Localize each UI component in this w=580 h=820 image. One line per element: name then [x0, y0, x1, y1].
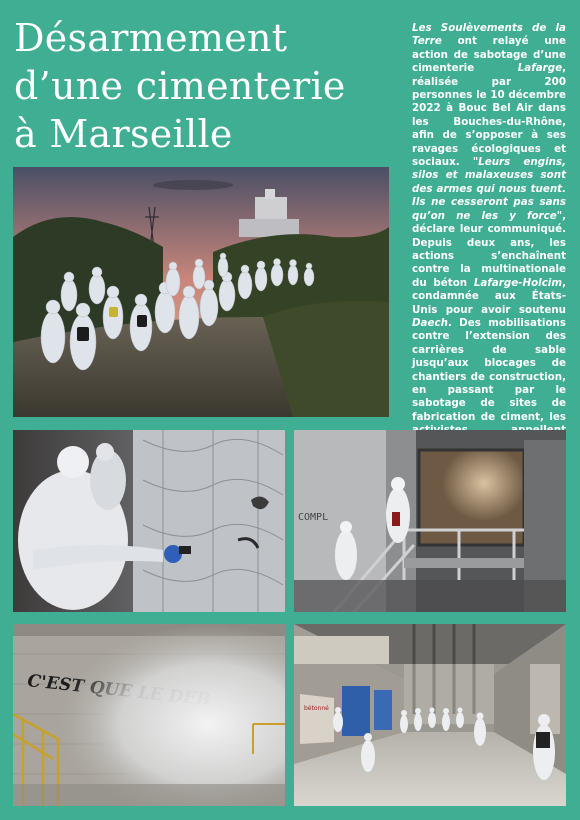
text-run-10: . Des mobilisations contre l’extension des carrières de sable jusqu’aux blocages de chantiers de construction, en passant par le sabotage de sites de fabrication de ciment, les — [412, 316, 566, 423]
title-line-3: à Marseille — [14, 112, 233, 156]
text-run-1: Les Soulèvements de la Terre — [412, 22, 566, 48]
photo-industrial-corridor — [294, 624, 566, 806]
article-text — [412, 22, 566, 491]
photo-spray-pallets — [13, 430, 285, 612]
text-run-5: "Leurs engins, silos et malaxeuses sont des armes qui nous tuent. Ils ne cesseront pas sans qu’on ne les y force" — [412, 156, 566, 222]
text-run-4: , réalisée par 200 personnes le 10 décembre 2022 à Bouc Bel Air dans les Bouches-du-Rhône, afin de s’opposer à ses ravages écologiques et sociaux. — [412, 62, 566, 169]
text-run-9: Daech — [412, 316, 448, 329]
article-paragraph — [412, 22, 566, 491]
poster-title — [14, 14, 386, 158]
photo-stairs-extinguisher — [294, 430, 566, 612]
text-run-7: Lafarge-Holcim — [473, 276, 563, 289]
title-line-1: Désarmement — [14, 16, 288, 60]
title-line-2: d’une cimenterie — [14, 64, 346, 108]
photo-graffiti-smoke — [13, 624, 285, 806]
svg-text:bétonné: bétonné — [304, 705, 329, 712]
text-run-6: , déclare leur communiqué. Depuis deux ans, les actions s’enchaînent contre la multinationale du béton — [412, 209, 566, 289]
text-run-8: , condamnée aux États-Unis pour avoir soutenu — [412, 276, 566, 316]
text-run-3: Lafarge — [517, 62, 563, 75]
photo-crowd-walking — [13, 167, 389, 417]
text-run-2: ont relayé une action de sabotage d’une cimenterie — [412, 35, 566, 75]
svg-text:COMPL: COMPL — [298, 512, 329, 523]
